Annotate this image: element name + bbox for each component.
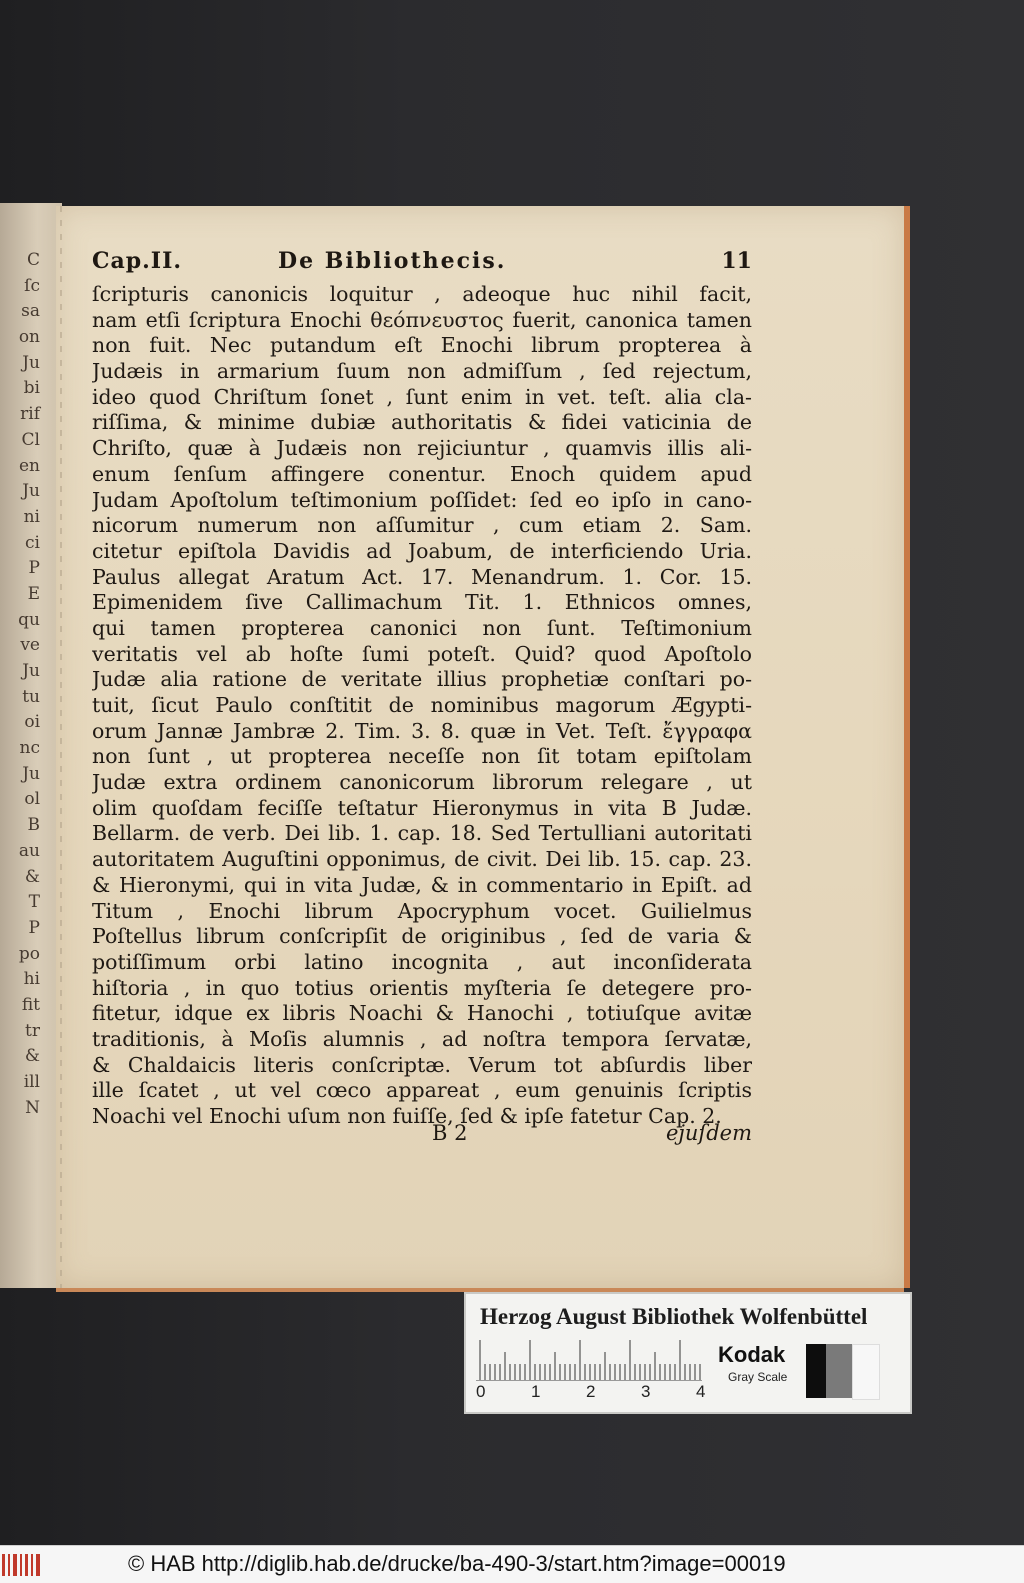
text-line: Judæis in armarium ſuum non admiſſum , ſed rejectum, [92,359,752,384]
gutter-line [60,206,62,1288]
margin-char: & [24,866,40,887]
margin-char: ol [24,789,40,810]
margin-char: qu [18,609,40,630]
running-title: De Bibliothecis. [278,248,507,274]
margin-char: fit [21,994,40,1015]
copyright-link[interactable]: © HAB http://diglib.hab.de/drucke/ba-490-3/start.htm?image=00019 [128,1551,786,1576]
margin-char: C [26,250,40,270]
ruler-number: 2 [586,1382,596,1401]
text-line: tuit, ſicut Paulo conſtitit de nominibus magorum Ægypti- [92,693,752,717]
page-edge [904,206,910,1288]
text-line: ſcripturis canonicis loquitur , adeoque huc nihil facit, [92,282,752,306]
text-line: Judæ extra ordinem canonicorum librorum relegare , ut [92,770,752,795]
margin-char: P [28,558,40,579]
page-footer [92,1121,752,1147]
margin-char: bi [23,378,40,399]
margin-char: Cl [21,429,40,450]
chapter-label: Cap.II. [92,248,183,274]
ruler-number: 4 [696,1382,706,1401]
text-line: potiſſimum orbi latino incognita , aut inconſiderata [92,949,752,974]
text-line: Epimenidem ſive Callimachum Tit. 1. Ethnicos omnes, [92,590,752,615]
margin-char: on [18,327,40,348]
text-line: nam etſi ſcriptura Enochi θεόπνευστος fuerit, canonica tamen [92,307,752,332]
previous-page-margin-text [0,248,40,1121]
margin-char: ill [23,1072,40,1092]
book-page [56,206,904,1288]
text-line: traditionis, à Moſis alumnis , ad noſtra tempora ſervatæ, [92,1026,752,1051]
text-line: Bellarm. de verb. Dei lib. 1. cap. 18. Sed Tertulliani autoritati [92,821,752,846]
text-line: Judam Apoſtolum teſtimonium poſſidet: ſed eo ipſo in cano- [92,487,752,512]
margin-char: & [24,1046,40,1067]
previous-page-edge [0,203,62,1288]
text-line: Noachi vel Enochi uſum non fuiſſe, ſed & ipſe fatetur Cap. 2. [92,1104,722,1128]
margin-char: sa [21,301,40,322]
signature-mark: B 2 [432,1121,468,1145]
gray-scale-label: Gray Scale [728,1370,788,1384]
footer-bar [0,1545,1024,1583]
margin-char: tu [22,686,40,707]
margin-char: Ju [22,763,40,784]
text-line: Poſtellus librum conſcripſit de originibus , ſed de varia & [92,924,752,949]
text-line: non fuit. Nec putandum eſt Enochi librum propterea à [92,333,752,358]
margin-char: tr [25,1020,40,1041]
text-line: fitetur, idque ex libris Noachi & Hanochi , totiuſque avitæ [92,1001,752,1026]
margin-char: ſc [24,275,40,296]
text-line: autoritatem Auguſtini opponimus, de civit. Dei lib. 15. cap. 23. [92,847,752,872]
margin-char: nc [19,738,40,759]
text-line: enum ſenſum affingere conentur. Enoch quidem apud [92,461,752,486]
margin-char: Ju [22,481,40,502]
ruler-numbers [472,1382,712,1404]
margin-char: E [27,583,40,604]
margin-char: Ju [22,661,40,681]
margin-char: oi [24,712,40,733]
margin-char: hi [23,969,40,990]
text-line: hiſtoria , in quo totius orientis myſteria ſe detegere pro- [92,975,752,1000]
margin-char: T [28,892,40,913]
body-text [92,282,752,1130]
text-line: citetur epiſtola Davidis ad Joabum, de interficiendo Uria. [92,538,752,563]
text-line: nicorum numerum non aſſumitur , cum etiam 2. Sam. [92,513,752,538]
ruler [476,1338,702,1381]
margin-char: P [28,917,40,938]
library-name: Herzog August Bibliothek Wolfenbüttel [480,1304,868,1329]
text-line: non ſunt , ut propterea neceſſe non ſit totam epiſtolam [92,744,752,769]
ruler-ticks [476,1338,702,1380]
kodak-logo: Kodak [718,1342,786,1367]
black-swatch [806,1344,826,1398]
margin-char: po [18,943,40,964]
text-line: orum Jannæ Jambræ 2. Tim. 3. 8. quæ in Vet. Teſt. ἔγγραφα [92,718,752,743]
text-line: ille ſcatet , ut vel cœco appareat , eum genuinis ſcriptis [92,1078,752,1103]
running-header [92,248,752,278]
margin-char: B [27,815,40,836]
text-line: Titum , Enochi librum Apocryphum vocet. Guilielmus [92,898,752,923]
margin-char: Ju [22,352,40,373]
margin-char: en [18,455,40,476]
text-line: & Hieronymi, qui in vita Judæ, & in commentario in Epiſt. ad [92,872,752,897]
page-number: 11 [721,248,752,274]
margin-char: N [25,1097,40,1118]
text-line: olim quoſdam feciſſe teſtatur Hieronymus in vita B Judæ. [92,795,752,820]
text-line: ideo quod Chriſtum ſonet , ſunt enim in vet. teſt. alia cla- [92,384,752,409]
hab-barcode-logo-icon [0,1550,44,1580]
gray-swatch [826,1344,852,1398]
text-line: & Chaldaicis literis conſcriptæ. Verum tot abſurdis liber [92,1052,752,1077]
margin-char: ni [23,506,40,527]
ruler-number: 1 [531,1382,541,1401]
text-line: Paulus allegat Aratum Act. 17. Menandrum. 1. Cor. 15. [92,564,752,589]
text-line: veritatis vel ab hoſte ſumi poteſt. Quid? quod Apoſtolo [92,641,752,666]
margin-char: rif [20,404,40,425]
catchword: ejuſdem [665,1121,752,1145]
margin-char: ci [25,532,40,553]
text-line: riſſima, & minime dubiæ authoritatis & fidei vaticinia de [92,410,752,435]
text-line: Chriſto, quæ à Judæis non rejiciuntur , quamvis illis ali- [92,436,752,461]
text-line: Judæ alia ratione de veritate illius prophetiæ conſtari po- [92,667,752,692]
margin-char: ve [20,635,40,656]
white-swatch [852,1344,880,1400]
ruler-number: 0 [476,1382,486,1401]
ruler-number: 3 [641,1382,651,1401]
margin-char: au [18,840,40,861]
text-line: qui tamen propterea canonici non ſunt. Teſtimonium [92,615,752,640]
color-calibration-card [464,1292,912,1414]
